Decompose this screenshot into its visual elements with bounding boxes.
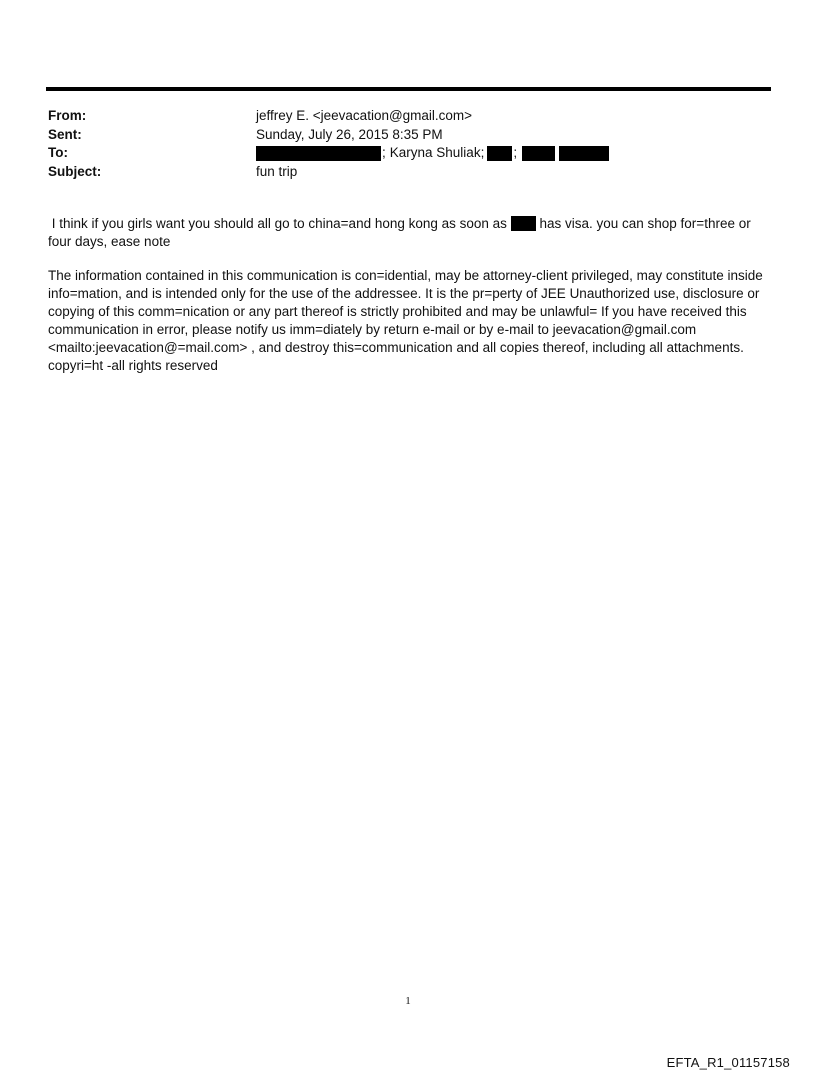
recipient-karyna-shuliak: Karyna Shuliak; (389, 145, 485, 160)
message-text-part1: I think if you girls want you should all go to china=and hong kong as soon as (51, 216, 507, 231)
to-label: To: (48, 145, 68, 160)
email-body (48, 215, 763, 391)
subject-row (48, 163, 768, 182)
recipient-separator: ; (382, 145, 386, 160)
from-value: jeffrey E. <jeevacation@gmail.com> (256, 108, 473, 123)
sent-row (48, 126, 768, 145)
document-id: EFTA_R1_01157158 (666, 1055, 790, 1070)
redaction-box-recipient-1 (256, 146, 381, 161)
redaction-box-body (511, 216, 536, 231)
email-header (48, 107, 768, 181)
redaction-box-recipient-3 (522, 146, 555, 161)
subject-label: Subject: (48, 163, 102, 179)
from-label: From: (48, 108, 87, 123)
sent-label: Sent: (48, 126, 82, 142)
subject-value: fun trip (256, 163, 298, 179)
to-row (48, 144, 768, 163)
to-value (256, 144, 609, 163)
message-text-part2: has visa. you can shop for=three or four days, ease note (48, 216, 751, 249)
disclaimer-paragraph: The information contained in this communication is con=idential, may be attorney-client privileged, may constitute inside info=mation, and is intended only for the use of the addressee. It is the pr=perty of JEE Unauthorized use, disclosure or copying of this comm=nication or any part thereof is strictly prohibited and may be unlawful= If you have received this communication in error, please notify us imm=diately by return e-mail or by e-mail to jeevacation@gmail.com <mailto:jeevacation@=mail.com> , and destroy this=communication and all copies thereof, including all attachments. copyri=ht -all rights reserved (48, 268, 763, 373)
from-row (48, 107, 768, 126)
sent-value: Sunday, July 26, 2015 8:35 PM (256, 126, 443, 142)
redaction-box-recipient-2 (487, 146, 512, 161)
recipient-separator-2: ; (513, 145, 518, 160)
message-paragraph (48, 215, 763, 251)
redaction-box-recipient-4 (559, 146, 609, 161)
page-number: 1 (405, 995, 411, 1007)
header-top-rule (46, 87, 771, 91)
